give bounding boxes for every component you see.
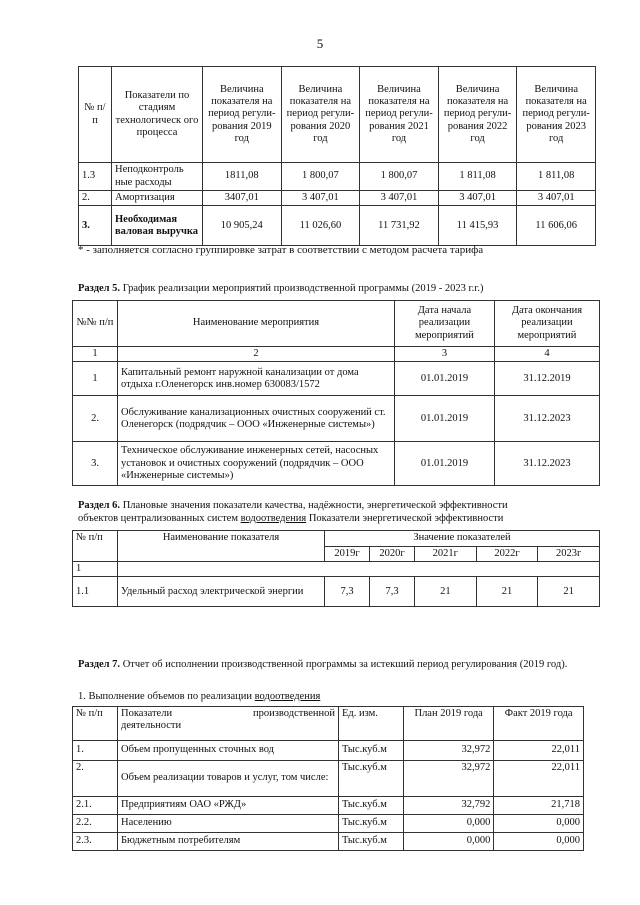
plan-cell: 32,972 bbox=[404, 741, 494, 761]
column-number: 3 bbox=[395, 347, 495, 362]
subtitle-text: 1. Выполнение объемов по реализации bbox=[78, 691, 255, 702]
row-number: 1. bbox=[73, 741, 118, 761]
header-cell: № п/п bbox=[73, 707, 118, 741]
end-date: 31.12.2023 bbox=[494, 442, 599, 486]
table-header-row bbox=[73, 301, 600, 347]
section-title: объектов централизованных систем bbox=[78, 513, 241, 525]
value-cell: 3 407,01 bbox=[281, 191, 360, 206]
section-title: Плановые значения показатели качества, надёжности, энергетической эффективности bbox=[122, 500, 508, 511]
event-name: Обслуживание канализационных очистных сооружений ст. Оленегорск (подрядчик – ООО «Инженерные системы») bbox=[118, 396, 395, 442]
value-cell: 1811,08 bbox=[203, 163, 282, 191]
section7-subtitle bbox=[78, 690, 320, 703]
header-text bbox=[121, 708, 335, 720]
start-date: 01.01.2019 bbox=[395, 396, 495, 442]
unit-cell: Тыс.куб.м bbox=[339, 815, 404, 833]
header-cell: Величина показателя на период регули-рования 2020 год bbox=[281, 67, 360, 163]
row-label: Объем реализации товаров и услуг, том числе: bbox=[118, 761, 339, 797]
row-number: 3. bbox=[73, 442, 118, 486]
row-label: Амортизация bbox=[112, 191, 203, 206]
row-number: 2. bbox=[73, 761, 118, 797]
value-cell: 1 800,07 bbox=[360, 163, 439, 191]
section7-heading bbox=[78, 658, 600, 671]
header-cell: № п/п bbox=[73, 531, 118, 562]
row-label: Необходимая валовая выручка bbox=[112, 206, 203, 246]
section-label: Раздел 5. bbox=[78, 283, 121, 294]
section-label: Раздел 6. bbox=[78, 500, 121, 511]
value-cell: 3 407,01 bbox=[517, 191, 596, 206]
row-number: 2.2. bbox=[73, 815, 118, 833]
table-row bbox=[79, 163, 596, 191]
value-cell: 21 bbox=[415, 577, 477, 607]
header-word: Показатели bbox=[121, 708, 173, 719]
header-cell: Дата начала реализации мероприятий bbox=[395, 301, 495, 347]
table-header-row bbox=[73, 707, 584, 741]
table-header-row bbox=[73, 531, 600, 547]
plan-cell: 0,000 bbox=[404, 815, 494, 833]
table-row bbox=[79, 191, 596, 206]
start-date: 01.01.2019 bbox=[395, 442, 495, 486]
subtitle-text: водоотведения bbox=[254, 691, 321, 702]
table-row bbox=[73, 442, 600, 486]
table-row bbox=[73, 797, 584, 815]
indicator-name: Удельный расход электрической энергии bbox=[118, 577, 325, 607]
tariff-values-table bbox=[78, 66, 596, 246]
row-label: Неподконтроль ные расходы bbox=[112, 163, 203, 191]
unit-cell: Тыс.куб.м bbox=[339, 797, 404, 815]
header-cell: Наименование показателя bbox=[118, 531, 325, 562]
row-label: Объем пропущенных сточных вод bbox=[118, 741, 339, 761]
header-cell: Значение показателей bbox=[325, 531, 600, 547]
table-row bbox=[73, 741, 584, 761]
fact-cell: 22,011 bbox=[494, 761, 584, 797]
fact-cell: 0,000 bbox=[494, 815, 584, 833]
column-number: 4 bbox=[494, 347, 599, 362]
column-number: 1 bbox=[73, 347, 118, 362]
header-cell: Величина показателя на период регули-рования 2022 год bbox=[438, 67, 517, 163]
energy-efficiency-table bbox=[72, 530, 600, 607]
value-cell: 11 606,06 bbox=[517, 206, 596, 246]
page-number: 5 bbox=[316, 36, 324, 51]
section-title: Показатели энергетической эффективности bbox=[306, 513, 504, 525]
plan-cell: 32,972 bbox=[404, 761, 494, 797]
column-number-row bbox=[73, 347, 600, 362]
fact-cell: 21,718 bbox=[494, 797, 584, 815]
section-title: График реализации мероприятий производственной программы (2019 - 2023 г.г.) bbox=[122, 283, 484, 294]
table-row bbox=[73, 833, 584, 851]
value-cell: 3 407,01 bbox=[438, 191, 517, 206]
schedule-table bbox=[72, 300, 600, 486]
year-cell: 2022г bbox=[476, 547, 538, 562]
row-number: 2. bbox=[73, 396, 118, 442]
section6-heading bbox=[78, 499, 604, 525]
value-cell: 3 407,01 bbox=[360, 191, 439, 206]
empty-cell bbox=[118, 562, 600, 577]
header-cell: Показатели по стадиям технологическ ого процесса bbox=[112, 67, 203, 163]
row-number: 2.3. bbox=[73, 833, 118, 851]
footnote: * - заполняется согласно группировке затрат в соответствии с методом расчета тарифа bbox=[78, 244, 484, 256]
end-date: 31.12.2023 bbox=[494, 396, 599, 442]
header-cell: Величина показателя на период регули-рования 2021 год bbox=[360, 67, 439, 163]
row-number: 2. bbox=[79, 191, 112, 206]
row-number: 1 bbox=[73, 562, 118, 577]
table-row bbox=[73, 815, 584, 833]
value-cell: 1 811,08 bbox=[438, 163, 517, 191]
header-cell: Величина показателя на период регули-рования 2019 год bbox=[203, 67, 282, 163]
header-cell: Ед. изм. bbox=[339, 707, 404, 741]
row-number: 1.1 bbox=[73, 577, 118, 607]
table-header-row bbox=[79, 67, 596, 163]
start-date: 01.01.2019 bbox=[395, 362, 495, 396]
table-row bbox=[79, 206, 596, 246]
section-title: Отчет об исполнении производственной программы за истекший период регулирования (2019 год). bbox=[122, 659, 568, 670]
fact-cell: 22,011 bbox=[494, 741, 584, 761]
header-cell: № п/п bbox=[79, 67, 112, 163]
unit-cell: Тыс.куб.м bbox=[339, 833, 404, 851]
value-cell: 1 811,08 bbox=[517, 163, 596, 191]
event-name: Техническое обслуживание инженерных сетей, насосных установок и очистных сооружений (подрядчик – ООО «Инженерные системы») bbox=[118, 442, 395, 486]
header-cell: Наименование мероприятия bbox=[118, 301, 395, 347]
fact-cell: 0,000 bbox=[494, 833, 584, 851]
event-name: Капитальный ремонт наружной канализации от дома отдыха г.Оленегорск инв.номер 630083/1572 bbox=[118, 362, 395, 396]
unit-cell: Тыс.куб.м bbox=[339, 761, 404, 797]
plan-cell: 32,792 bbox=[404, 797, 494, 815]
table-row bbox=[73, 562, 600, 577]
value-cell: 7,3 bbox=[370, 577, 415, 607]
row-label: Предприятиям ОАО «РЖД» bbox=[118, 797, 339, 815]
end-date: 31.12.2019 bbox=[494, 362, 599, 396]
row-label: Населению bbox=[118, 815, 339, 833]
year-cell: 2021г bbox=[415, 547, 477, 562]
header-cell bbox=[118, 707, 339, 741]
value-cell: 3407,01 bbox=[203, 191, 282, 206]
section5-heading bbox=[78, 282, 483, 295]
year-cell: 2020г bbox=[370, 547, 415, 562]
value-cell: 21 bbox=[538, 577, 600, 607]
value-cell: 11 415,93 bbox=[438, 206, 517, 246]
value-cell: 7,3 bbox=[325, 577, 370, 607]
year-cell: 2023г bbox=[538, 547, 600, 562]
table-row bbox=[73, 577, 600, 607]
table-row bbox=[73, 396, 600, 442]
header-cell: План 2019 года bbox=[404, 707, 494, 741]
header-word: производственной bbox=[253, 708, 335, 719]
row-label: Бюджетным потребителям bbox=[118, 833, 339, 851]
value-cell: 21 bbox=[476, 577, 538, 607]
unit-cell: Тыс.куб.м bbox=[339, 741, 404, 761]
table-row bbox=[73, 761, 584, 797]
row-number: 2.1. bbox=[73, 797, 118, 815]
section-label: Раздел 7. bbox=[78, 659, 121, 670]
header-cell: Факт 2019 года bbox=[494, 707, 584, 741]
header-word: деятельности bbox=[121, 720, 182, 732]
value-cell: 11 026,60 bbox=[281, 206, 360, 246]
header-cell: №№ п/п bbox=[73, 301, 118, 347]
row-number: 1 bbox=[73, 362, 118, 396]
execution-report-table bbox=[72, 706, 584, 851]
row-number: 1.3 bbox=[79, 163, 112, 191]
column-number: 2 bbox=[118, 347, 395, 362]
table-row bbox=[73, 362, 600, 396]
header-cell: Величина показателя на период регули-рования 2023 год bbox=[517, 67, 596, 163]
row-number: 3. bbox=[79, 206, 112, 246]
value-cell: 11 731,92 bbox=[360, 206, 439, 246]
header-cell: Дата окончания реализации мероприятий bbox=[494, 301, 599, 347]
plan-cell: 0,000 bbox=[404, 833, 494, 851]
value-cell: 1 800,07 bbox=[281, 163, 360, 191]
year-cell: 2019г bbox=[325, 547, 370, 562]
value-cell: 10 905,24 bbox=[203, 206, 282, 246]
section-title: водоотведения bbox=[240, 513, 307, 525]
